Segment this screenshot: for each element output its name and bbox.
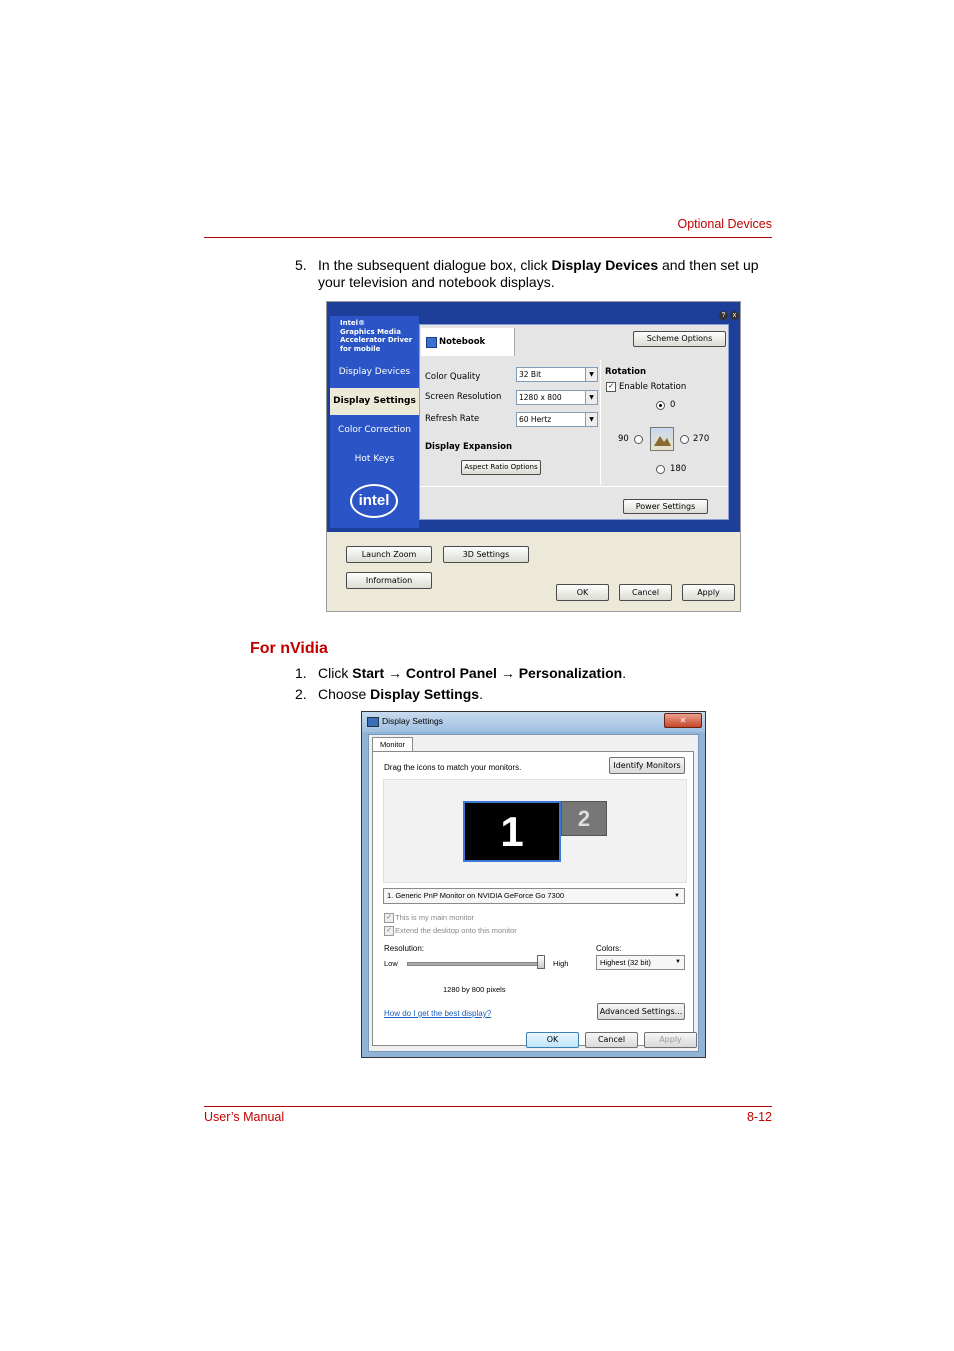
step-text-part: .: [479, 686, 483, 702]
step-number: 5.: [295, 257, 307, 273]
help-icon[interactable]: [719, 304, 728, 322]
3d-settings-button[interactable]: 3D Settings: [443, 546, 529, 563]
step-2: [295, 686, 775, 703]
step-number: 1.: [295, 665, 307, 681]
arrow-icon: →: [496, 665, 519, 681]
mountain-icon: [651, 428, 673, 450]
cancel-button[interactable]: Cancel: [619, 584, 672, 601]
select-value: 1280 x 800: [519, 393, 562, 402]
display-settings-dialog: [361, 711, 706, 1058]
help-icon-glyph: ?: [719, 311, 728, 320]
main-monitor-checkbox[interactable]: ✓: [384, 913, 394, 923]
apply-button[interactable]: Apply: [644, 1032, 697, 1048]
intel-logo-icon: intel: [350, 484, 398, 518]
select-value: Highest (32 bit): [600, 958, 651, 967]
step-text-part: and then set up your television and notebook displays.: [318, 257, 759, 290]
step-text-part: Click: [318, 665, 353, 681]
main-monitor-label: This is my main monitor: [395, 913, 475, 922]
display-expansion-label: Display Expansion: [425, 442, 513, 452]
arrow-icon: →: [384, 665, 406, 681]
logo-line: Intel®: [340, 319, 366, 327]
instruction-text: Drag the icons to match your monitors.: [384, 763, 522, 772]
dialog-client: [368, 734, 699, 1052]
color-quality-select[interactable]: [516, 367, 598, 382]
monitor-2-tile[interactable]: 2: [561, 801, 607, 836]
monitor-arrangement-area: [383, 779, 687, 883]
intel-graphics-dialog: [326, 301, 741, 612]
tab-notebook[interactable]: [421, 328, 515, 356]
step-5: [295, 257, 775, 293]
help-link[interactable]: How do I get the best display?: [384, 1009, 492, 1018]
rotation-270-radio[interactable]: [680, 435, 689, 444]
chevron-down-icon: ▼: [585, 391, 597, 404]
logo-line: Graphics Media: [340, 327, 401, 336]
step-text: [318, 686, 778, 703]
chevron-down-icon: ▼: [675, 959, 681, 965]
ok-button[interactable]: OK: [526, 1032, 579, 1048]
select-value: 1. Generic PnP Monitor on NVIDIA GeForce Go 7300: [387, 891, 565, 900]
chevron-down-icon: ▼: [585, 413, 597, 426]
sidebar-item-color-correction[interactable]: Color Correction: [338, 425, 411, 435]
step-bold: Control Panel: [405, 665, 497, 681]
step-bold: Display Devices: [551, 257, 659, 273]
step-text-part: Choose: [318, 686, 371, 702]
step-1: [295, 665, 775, 682]
section-heading: For nVidia: [250, 640, 328, 657]
panel-divider: [420, 486, 728, 487]
monitor-tab-panel: [372, 751, 694, 1046]
footer-page-number: 8-12: [746, 1110, 772, 1124]
rotation-180-label: 180: [670, 464, 687, 474]
information-button[interactable]: Information: [346, 572, 432, 589]
step-text: [318, 257, 778, 291]
intel-main-panel: [419, 324, 729, 520]
step-bold: Start: [352, 665, 385, 681]
extend-desktop-checkbox[interactable]: ✓: [384, 926, 394, 936]
select-value: 32 Bit: [519, 370, 542, 379]
rotation-90-label: 90: [618, 434, 629, 444]
monitor-1-tile[interactable]: 1: [463, 801, 561, 862]
color-quality-label: Color Quality: [425, 372, 481, 382]
select-value: 60 Hertz: [519, 415, 552, 424]
step-text-part: In the subsequent dialogue box, click: [318, 257, 552, 273]
logo-line: for mobile: [340, 344, 381, 353]
rotation-label: Rotation: [605, 367, 647, 377]
title-bar: [362, 712, 705, 732]
sidebar-item-display-settings[interactable]: Display Settings: [330, 388, 419, 415]
extend-desktop-label: Extend the desktop onto this monitor: [395, 926, 517, 935]
low-label: Low: [384, 959, 398, 968]
refresh-rate-select[interactable]: [516, 412, 598, 427]
step-bold: Display Settings: [370, 686, 480, 702]
monitor-select[interactable]: [383, 888, 685, 904]
close-icon-glyph: x: [730, 311, 739, 320]
tab-label: Notebook: [439, 337, 486, 347]
notebook-icon: [426, 337, 437, 348]
identify-monitors-button[interactable]: Identify Monitors: [609, 757, 685, 774]
close-icon[interactable]: ✕: [664, 713, 702, 728]
step-text: [318, 665, 778, 682]
enable-rotation-label: Enable Rotation: [619, 382, 687, 392]
monitor-icon: [367, 717, 379, 727]
ok-button[interactable]: OK: [556, 584, 609, 601]
resolution-slider-thumb[interactable]: [537, 955, 545, 969]
header-section-title: Optional Devices: [677, 217, 772, 231]
close-icon[interactable]: [730, 304, 739, 322]
chevron-down-icon: ▼: [674, 893, 680, 899]
intel-logo-text: [340, 319, 412, 353]
aspect-ratio-options-button[interactable]: Aspect Ratio Options: [461, 460, 541, 475]
cancel-button[interactable]: Cancel: [585, 1032, 638, 1048]
advanced-settings-button[interactable]: Advanced Settings...: [597, 1003, 685, 1020]
refresh-rate-label: Refresh Rate: [425, 414, 480, 424]
step-number: 2.: [295, 686, 307, 702]
enable-rotation-checkbox[interactable]: ✓: [606, 382, 616, 392]
tab-monitor[interactable]: Monitor: [372, 737, 413, 752]
high-label: High: [553, 959, 569, 968]
landscape-preview-icon: [650, 427, 674, 451]
footer-rule: [204, 1106, 772, 1107]
chevron-down-icon: ▼: [585, 368, 597, 381]
dialog-title: Display Settings: [382, 716, 443, 726]
power-settings-button[interactable]: Power Settings: [623, 499, 708, 514]
panel-divider: [600, 360, 601, 485]
resolution-label: Resolution:: [384, 944, 425, 953]
colors-select[interactable]: [596, 955, 685, 970]
sidebar-item-hot-keys[interactable]: Hot Keys: [354, 454, 395, 464]
launch-zoom-button[interactable]: Launch Zoom: [346, 546, 432, 563]
apply-button[interactable]: Apply: [682, 584, 735, 601]
screen-resolution-select[interactable]: [516, 390, 598, 405]
rotation-180-radio[interactable]: [656, 465, 665, 474]
rotation-0-radio[interactable]: [656, 401, 665, 410]
header-rule: [204, 237, 772, 238]
step-bold: Personalization: [518, 665, 623, 681]
sidebar-item-display-devices[interactable]: Display Devices: [338, 367, 411, 377]
intel-sidebar: [330, 316, 419, 528]
colors-label: Colors:: [596, 944, 622, 953]
rotation-0-label: 0: [670, 400, 676, 410]
resolution-value: 1280 by 800 pixels: [443, 985, 506, 994]
rotation-270-label: 270: [693, 434, 710, 444]
screen-resolution-label: Screen Resolution: [425, 392, 502, 402]
footer-manual-title: User’s Manual: [204, 1110, 285, 1124]
rotation-90-radio[interactable]: [634, 435, 643, 444]
scheme-options-button[interactable]: Scheme Options: [633, 331, 726, 347]
logo-line: Accelerator Driver: [340, 336, 413, 344]
step-text-part: .: [622, 665, 627, 681]
resolution-slider-track[interactable]: [407, 962, 545, 966]
